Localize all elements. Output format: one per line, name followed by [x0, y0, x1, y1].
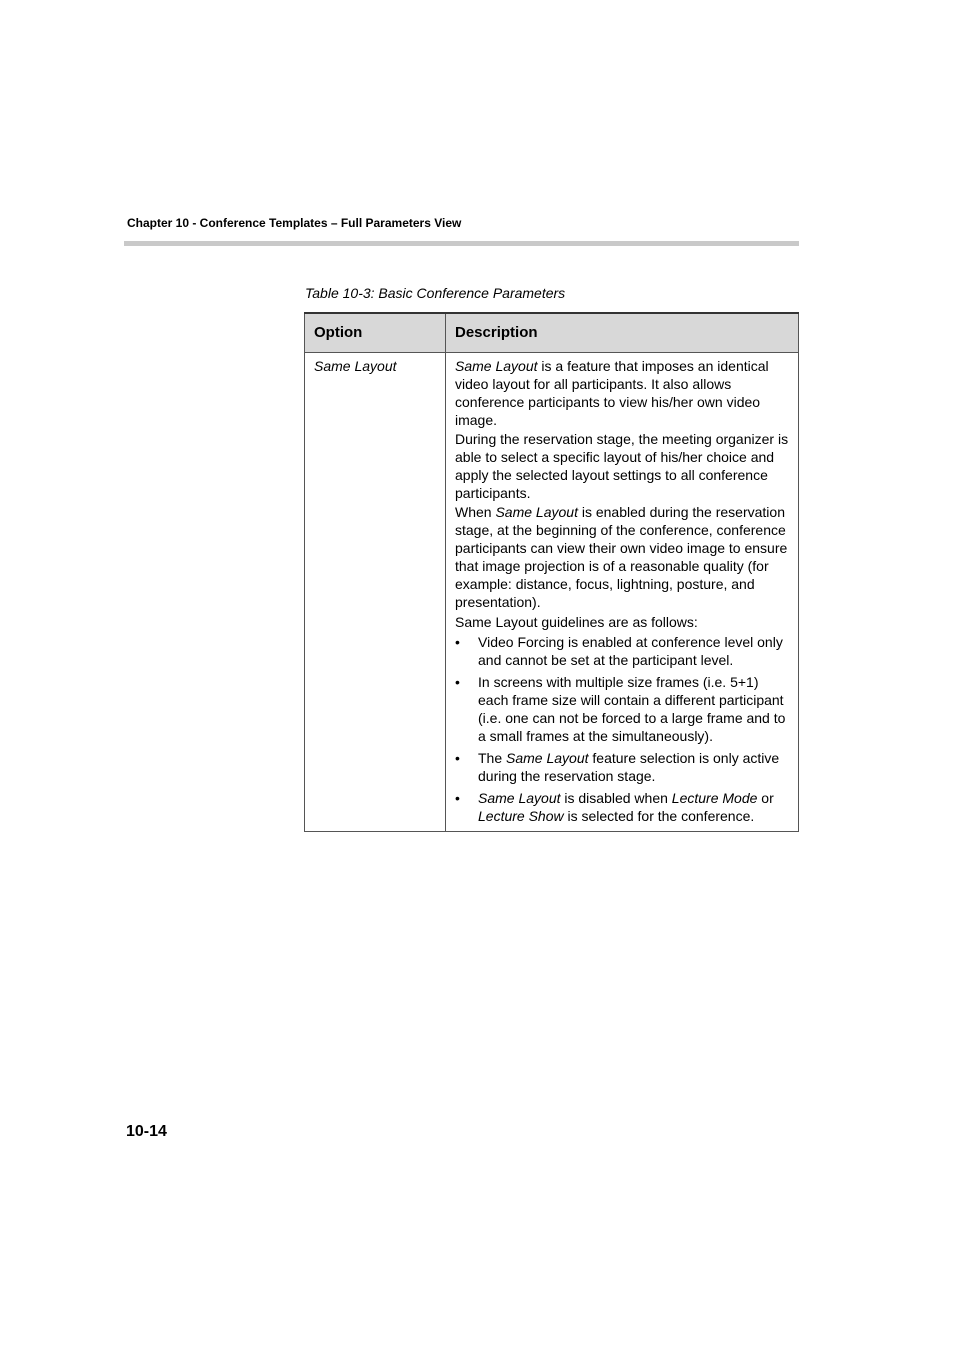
table-header-row — [305, 313, 799, 353]
list-item-text: In screens with multiple size frames (i.e. 5+1) each frame size will contain a different participant (i.e. one can not be forced to a large frame and to a small frames at the simultaneously). — [478, 674, 786, 744]
chapter-header: Chapter 10 - Conference Templates – Full Parameters View — [127, 216, 462, 230]
term-same-layout: Same Layout — [506, 750, 589, 766]
bullet-icon: • — [455, 674, 460, 690]
paragraph-text: is enabled during the reservation stage, at the beginning of the conference, conference participants can view their own video image to ensure that image projection is of a reasonable quality (for example: distance, focus, lightning, posture, and presentation). — [455, 504, 788, 610]
term-lecture-mode: Lecture Mode — [671, 790, 758, 806]
description-paragraph-2: During the reservation stage, the meeting organizer is able to select a specific layout of his/her choice and apply the selected layout settings to all conference participants. — [455, 431, 789, 501]
list-item-text: is selected for the conference. — [563, 808, 755, 824]
bullet-icon: • — [455, 790, 460, 806]
list-item — [455, 673, 789, 745]
list-item-text: or — [757, 790, 774, 806]
column-header-description: Description — [446, 313, 799, 353]
description-cell — [446, 353, 799, 832]
table-caption: Table 10-3: Basic Conference Parameters — [305, 285, 566, 301]
table-row — [305, 353, 799, 832]
option-cell: Same Layout — [305, 353, 446, 832]
term-same-layout: Same Layout — [455, 358, 538, 374]
paragraph-text: is a feature that imposes an identical video layout for all participants. It also allows conference participants to view his/her own video image. — [455, 358, 769, 428]
term-same-layout: Same Layout — [478, 790, 561, 806]
column-header-option: Option — [305, 313, 446, 353]
list-item-text: feature selection is only active during the reservation stage. — [478, 750, 780, 784]
list-item-text: Video Forcing is enabled at conference level only and cannot be set at the participant level. — [478, 634, 783, 668]
paragraph-text: When — [455, 504, 496, 520]
list-item-text: The — [478, 750, 507, 766]
parameters-table — [304, 312, 799, 832]
header-rule — [124, 241, 799, 246]
list-item-text: is disabled when — [560, 790, 672, 806]
bullet-icon: • — [455, 750, 460, 766]
description-paragraph-1 — [455, 357, 789, 429]
page-number: 10-14 — [126, 1123, 167, 1140]
list-item — [455, 789, 789, 825]
description-paragraph-4: Same Layout guidelines are as follows: — [455, 614, 698, 630]
bullet-icon: • — [455, 634, 460, 650]
description-paragraph-3 — [455, 503, 789, 611]
list-item — [455, 749, 789, 785]
guidelines-list — [455, 633, 789, 825]
term-same-layout: Same Layout — [495, 504, 578, 520]
list-item — [455, 633, 789, 669]
term-lecture-show: Lecture Show — [478, 808, 564, 824]
